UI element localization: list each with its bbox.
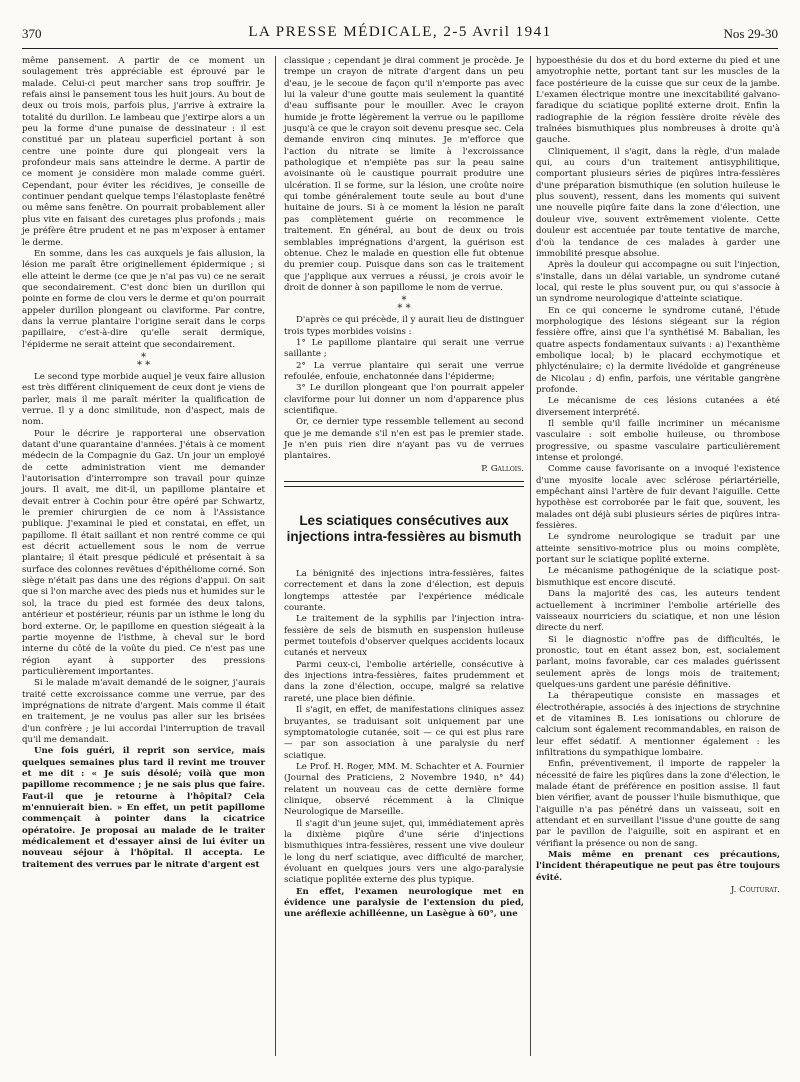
section-break-stars: * * * [397,295,411,315]
paragraph: Le mécanisme de ces lésions cutanées a été diversement interprété. [536,396,780,418]
column-2 [284,56,524,921]
paragraph: En effet, l'examen neurologique met en évidence une paralysie de l'extension du pied, une aréflexie achilléenne, un Lasègue à 60°, une [284,886,524,920]
paragraph: Cliniquement, il s'agit, dans la règle, d'un malade qui, au cours d'un traitement antisyphilitique, comportant plusieurs séries de piqûres intra-fessières d'une préparation bismuthique (en solution huileuse le plus souvent), ressent, dans les moments qui suivent une nouvelle piqûre faite dans la zone d'élection, une douleur vive, souvent extrêmement violente. Cette douleur est accentuée par toute tentative de marche, d'où la tendance de ces malades à garder une immobilité presque absolue. [536,146,780,259]
paragraph: Le syndrome neurologique se traduit par une atteinte sensitivo-motrice plus ou moins complète, portant sur le sciatique poplité externe. [536,532,780,566]
paragraph: Si le diagnostic n'offre pas de difficultés, le pronostic, tout en étant assez bon, est, socialement parlant, moins favorable, car ces malades guérissent seulement après de longs mois de traitement; quelques-uns gardent une parésie définitive. [536,634,780,690]
paragraph: Or, ce dernier type ressemble tellement au second que je me demande s'il n'en est pas le premier stade. Je n'en puis rien dire n'ayant pas vu de verrues plantaires. [284,417,524,462]
paragraph: D'après ce qui précède, il y aurait lieu de distinguer trois types morbides voisins : [284,315,524,337]
list-item: 1° Le papillome plantaire qui serait une verrue saillante ; [284,337,524,360]
paragraph: Comme cause favorisante on a invoqué l'existence d'une myosite locale avec sclérose périartérielle, empêchant ainsi l'artère de fuir devant l'aiguille. Cette hypothèse est corroborée par le fait que, souvent, les malades ont déjà subi plusieurs séries de piqûres intra-fessières. [536,464,780,532]
author-signature: P. Gallois. [481,463,524,474]
paragraph: Il s'agit, en effet, de manifestations cliniques assez bruyantes, se traduisant soit uniquement par une symptomatologie cutanée, soit — ce qui est plus rare — par son association à une paralysie du nerf sciatique. [284,705,524,761]
column-rule [530,56,531,1056]
paragraph: Parmi ceux-ci, l'embolie artérielle, consécutive à des injections intra-fessières, faites prudemment et dans la zone d'élection, occupe, malgré sa relative rareté, une place bien définie. [284,659,524,704]
paragraph: Dans la majorité des cas, les auteurs tendent actuellement à incriminer l'embolie artérielle des vaisseaux nourriciers du sciatique, et non une lésion directe du nerf. [536,589,780,634]
paragraph: Le second type morbide auquel je veux faire allusion est très différent cliniquement de ceux dont je viens de parler, mais il me paraît mériter la qualification de verrue. Il y a donc similitude, non d'aspect, mais de nom. [22,371,265,428]
issue-number: Nos 29-30 [723,26,778,41]
author-signature: J. Couturat. [730,885,780,896]
paragraph: Il semble qu'il faille incriminer un mécanisme vasculaire : soit embolie huileuse, ou thrombose progressive, ou spasme vasculaire particulièrement intense et prolongé. [536,419,780,464]
paragraph: Le traitement de la syphilis par l'injection intra-fessière de sels de bismuth en suspension huileuse permet toutefois d'observer quelques accidents locaux cutanés et nerveux [284,614,524,659]
paragraph: hypoesthésie du dos et du bord externe du pied et une amyotrophie nette, portant tant sur les muscles de la face postérieure de la cuisse que sur ceux de la jambe. L'examen électrique montre une inexcitabilité galvano-faradique du sciatique poplité externe droit. Enfin la radiographie de la région fessière droite révèle des traînées bismuthiques plus nombreuses à droite qu'à gauche. [536,56,780,146]
paragraph: Le mécanisme pathogénique de la sciatique post-bismuthique est encore discuté. [536,566,780,588]
paragraph: En ce qui concerne le syndrome cutané, l'étude morphologique des lésions siégeant sur la région fessière offre, ainsi que l'a synthétisé M. Babalian, les quatre aspects fondamentaux suivants : a) l'exanthème embolique local; b) le placard ecchymotique et phlycténulaire; c) la dermite livédoïde et gangréneuse de Nicolau ; d) enfin, parfois, une véritable gangrène profonde. [536,305,780,395]
article-title: Les sciatiques consécutives aux injections intra-fessières au bismuth [286,513,522,545]
paragraph: même pansement. A partir de ce moment un soulagement très appréciable est éprouvé par le malade. Celui-ci peut marcher sans trop souffrir. Je refais ainsi le pansement tous les huit jours. Au bout de deux ou trois mois, parfois plus, j'arrive à extraire la totalité du durillon. Le lambeau que j'extirpe alors a un peu la forme d'une punaise de dessinateur : il est constitué par un plateau superficiel portant à son centre une pointe dure qui plongeait vers la profondeur mais sans atteindre le derme. A partir de ce moment je considère mon malade comme guéri. Cependant, pour éviter les récidives, je conseille de continuer pendant quelque temps l'élastoplaste fenêtré ou même sans fenêtre. On pourrait probablement aller plus vite en faisant des curetages plus profonds ; mais je préfère être prudent et ne pas m'exposer à entamer le derme. [22,56,265,248]
paragraph: La thérapeutique consiste en massages et électrothérapie, associés à des injections de strychnine et de vitamines B. Les ionisations ou chlorure de calcium sont également recommandables, en raison de leur effet sédatif. A mentionner également : les infiltrations du sympathique lombaire. [536,691,780,758]
article-divider [284,486,524,487]
paragraph: Une fois guéri, il reprit son service, mais quelques semaines plus tard il revint me trouver et me dit : « Je suis désolé; voilà que mon papillome recommence ; je ne sais plus que faire. Faut-il que je retourne à l'hôpital? Cela m'ennuierait bien. » En effet, un petit papillome commençait à pointer dans la cicatrice opératoire. Je proposai au malade de le traiter médicalement et d'essayer ainsi de lui éviter un nouveau séjour à l'hôpital. Il accepta. Le traitement des verrues par le nitrate d'argent est [22,746,265,870]
paragraph: Mais même en prenant ces précautions, l'incident thérapeutique ne peut pas être toujours évité. [536,850,780,883]
page-number: 370 [22,26,42,41]
list-item: 3° Le durillon plongeant que l'on pourrait appeler claviforme pour lui donner un nom d'apparence plus scientifique. [284,383,524,416]
paragraph: Pour le décrire je rapporterai une observation datant d'une quarantaine d'années. J'étais à ce moment médecin de la Compagnie du Gaz. Un jour un employé de cette administration vient me demander l'autorisation d'interrompre son travail pour quinze jours. Il avait, me dit-il, un papillome plantaire et devait entrer à Cochin pour être opéré par Schwartz, le premier chirurgien de ce nom à l'Assistance publique. J'examinai le pied et constatai, en effet, un papillome. Il était saillant et non rentré comme ce qui est décrit actuellement sous le nom de verrue plantaire; il était presque pédiculé et présentait à sa surface des colonnes revêtues d'épithéliome corné. Son siège n'était pas dans une des régions d'appui. On sait que si l'on marche avec des pieds nus et humides sur le sol, la trace du pied est formée des deux talons, antérieur et postérieur, réunis par un isthme le long du bord externe. Or, le papillome en question siégeait à la partie moyenne de l'isthme, à cheval sur le bord interne du côté de la voûte du pied. Ce n'est pas une région ayant à supporter des pressions particulièrement importantes. [22,428,265,677]
paragraph: Enfin, préventivement, il importe de rappeler la nécessité de faire les piqûres dans la zone d'élection, le malade étant de préférence en position assise. Il faut bien vérifier, avant de pousser l'huile bismuthique, que l'aiguille n'a pas pénétré dans un vaisseau, soit en attendant et en surveillant l'issue d'une goutte de sang par le pavillon de l'aiguille, soit en aspirant et en vérifiant la présence ou non de sang. [536,759,780,849]
page-header [22,26,778,49]
paragraph: La bénignité des injections intra-fessières, faites correctement et dans la zone d'élection, est depuis longtemps attestée par l'expérience médicale courante. [284,569,524,614]
list-item: 2° La verrue plantaire qui serait une verrue refoulée, enfouie, enchatonnée dans l'épiderme; [284,360,524,382]
column-rule [275,56,276,1056]
paragraph: Le Prof. H. Roger, MM. M. Schachter et A. Fournier (Journal des Praticiens, 2 Novembre 1940, n° 44) relatent un nouveau cas de cette dernière forme clinique, observé récemment à la Clinique Neurologique de Marseille. [284,761,524,818]
paragraph: classique ; cependant je dirai comment je procède. Je trempe un crayon de nitrate d'argent dans un peu d'eau, je le secoue de façon qu'il n'emporte pas avec lui la valeur d'une goutte mais seulement la quantité d'eau suffisante pour le mouiller. Avec le crayon humide je frotte légèrement la verrue ou le papillome jusqu'à ce que le crayon soit devenu presque sec. Cela demande environ cinq minutes. Je m'efforce que l'action du nitrate se limite à l'excroissance pathologique et n'empiète pas sur la peau saine avoisinante où le caustique pourrait produire une ulcération. Il se forme, sur la lésion, une croûte noire qui tombe généralement toute seule au bout d'une huitaine de jours. Si à ce moment la lésion ne paraît pas complètement guérie on recommence le traitement. En général, au bout de deux ou trois semblables imprégnations d'argent, la guérison est obtenue. Chez le malade en question elle fut obtenue du premier coup. Puisque dans son cas le traitement que j'applique aux verrues a réussi, je crois avoir le droit de donner à son papillome le nom de verrue. [284,56,524,293]
paragraph: Il s'agit d'un jeune sujet, qui, immédiatement après la dixième piqûre d'une série d'injections bismuthiques intra-fessières, ressent une vive douleur le long du nerf sciatique, avec difficulté de marcher, évoluant en quelques jours vers une algo-paralysie sciatique poplitée externe des plus typique. [284,818,524,886]
column-1 [22,56,265,871]
section-break-stars: * * * [136,351,151,371]
paragraph: En somme, dans les cas auxquels je fais allusion, la lésion me paraît être originellement épidermique ; si elle atteint le derme (ce que je n'ai pas vu) ce ne serait que secondairement. C'est donc bien un durillon qui pointe en forme de clou vers le derme et qu'on pourrait appeler durillon plongeant ou claviforme. Par contre, dans la verrue plantaire l'origine serait dans le corps papillaire, c'est-à-dire qu'elle serait dermique, l'épiderme ne serait atteint que secondairement. [22,248,265,350]
journal-title: LA PRESSE MÉDICALE, 2-5 Avril 1941 [248,24,552,40]
column-3 [536,56,780,896]
paragraph: Si le malade m'avait demandé de le soigner, j'aurais traité cette excroissance comme une verrue, par des imprégnations de nitrate d'argent. Mais comme il était en traitement, je ne voulus pas aller sur les brisées d'un confrère ; je lui accordai l'interruption de travail qu'il me demandait. [22,678,265,745]
paragraph: Après la douleur qui accompagne ou suit l'injection, s'installe, dans un délai variable, un syndrome cutané local, qui reste le plus souvent pur, ou qui s'associe à un syndrome neurologique d'atteinte sciatique. [536,260,780,305]
article-divider [284,481,524,482]
